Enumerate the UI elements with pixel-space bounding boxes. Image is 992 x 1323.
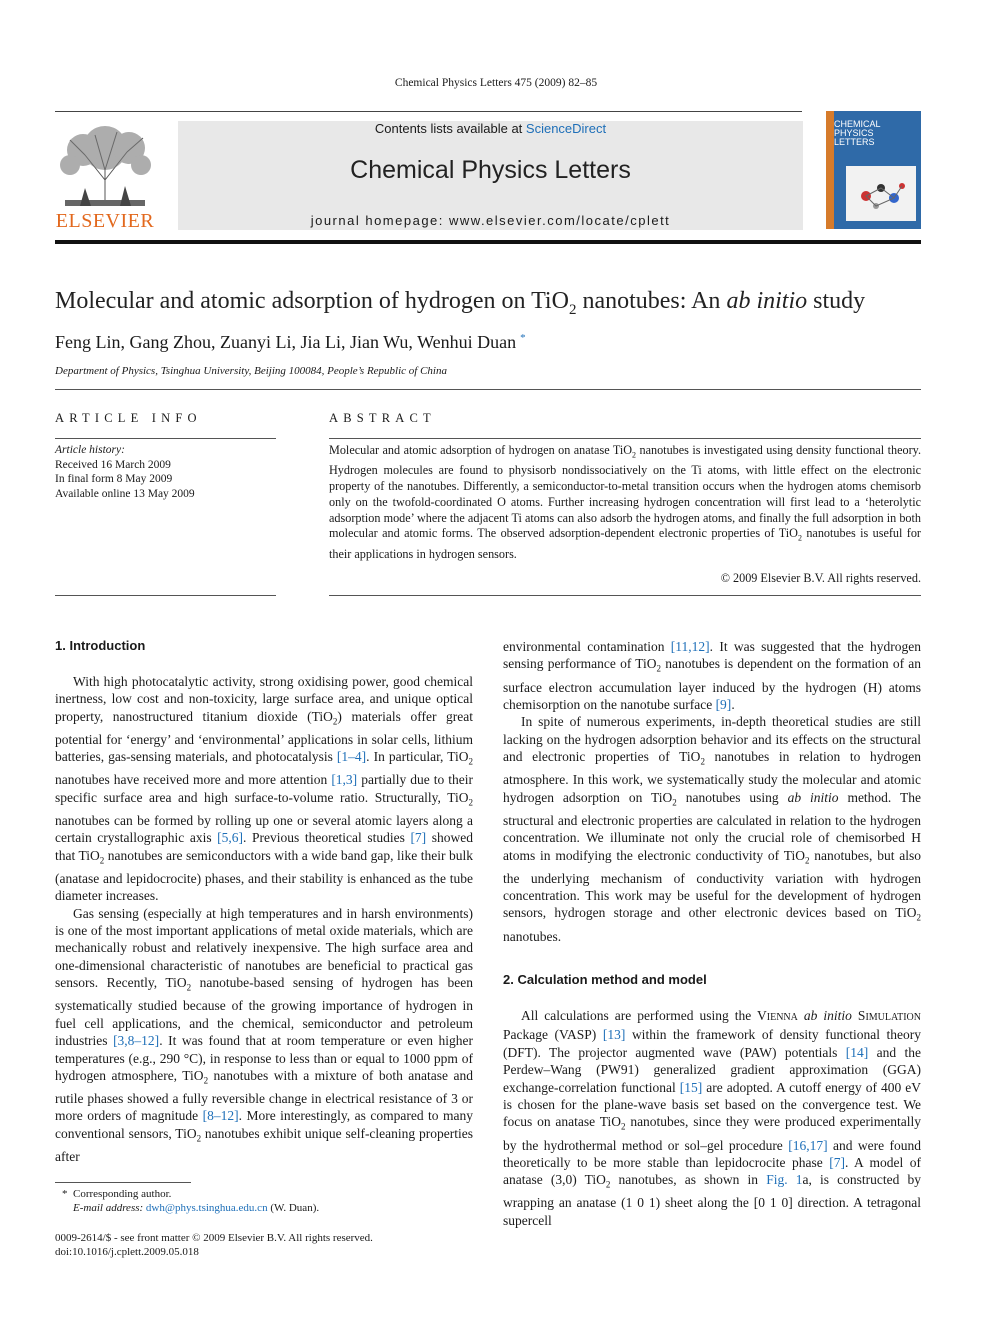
method-column: All calculations are performed using the VIENNA ab initio SIMULATION Package (VASP) [13] within the framework of density functional theory (DFT). The projector augmented wave (PAW) potentials [14] and the Perdew–Wang (PW91) generalized gradient approximation (GGA) exchange-correlation functional [15] are adopted. A cutoff energy of 400 eV is chosen for the plane-wave basis set based on the convergence test. We focus on anatase TiO$_2$ nanotubes, since they were produced experimentally by the hydrothermal method or sol–gel procedure [16,17] and were found theoretically to be more stable than lepidocrocite phase [7]. A model of anatase (3,0) TiO$_2$ nanotubes, as shown in Fig. 1a, is constructed by wrapping an anatase (1 0 1) sheet along the [0 1 0] direction. A tetragonal supercell xyxy=(503,1008,922,1228)
article-info-rule xyxy=(55,438,276,439)
email-suffix: (W. Duan). xyxy=(267,1202,320,1214)
title-subscript: 2 xyxy=(568,301,577,318)
article-title xyxy=(55,288,955,319)
footnote-mark: * xyxy=(62,1188,68,1200)
sciencedirect-link[interactable]: ScienceDirect xyxy=(525,121,607,136)
title-part: Molecular and atomic adsorption of hydrogen on TiO xyxy=(55,288,569,314)
header-thick-rule xyxy=(55,240,921,244)
intro-column-left: With high photocatalytic activity, strong oxidising power, good chemical inertness, low cost and non-toxicity, large surface area, and unique optical property, nanostructured titanium dioxide (TiO$_2$) materials offer great potential for ‘energy’ and ‘environmental’ applications in solar cells, lithium batteries, gas-sensing materials, and photocatalysis [1–4]. In particular, TiO$_2$ nanotubes have received more and more attention [1,3] partially due to their specific surface area and high surface-to-volume ratio. Structurally, TiO$_2$ nanotubes can be formed by rolling up one or several atomic layers along a certain crystallographic axis [5,6]. Previous theoretical studies [7] showed that TiO$_2$ nanotubes are semiconductors with a wide band gap, like their bulk (anatase and lepidocrocite) phases, and their stability is enhanced as the tube diameter increases. Gas sensing (especially at high temperatures and in harsh environments) is one of the most important applications of metal oxide materials, which are mechanically robust and relatively inexpensive. The high surface area and one-dimensional characteristic of nanotubes are beneficial to practical gas sensors. Recently, TiO$_2$ nanotube-based sensing of hydrogen has been systematically studied because of the growing importance of hydrogen in fuel cell applications, and the chemical, semiconductor and petroleum industries [3,8–12]. It was found that at room temperature or even higher temperatures (e.g., 290 °C), in response to less than or equal to 1000 ppm of hydrogen atmosphere, TiO$_2$ nanotubes with a mixture of both anatase and rutile phases showed a fully reversible change in electrical resistance of 3 or more orders of magnitude [8–12]. More interestingly, as compared to many conventional sensors, TiO$_2$ nanotubes exhibit unique self-cleaning properties after xyxy=(55,674,474,1164)
intro-column-right: environmental contamination [11,12]. It was suggested that the hydrogen sensing performance of TiO$_2$ nanotubes is dependent on the formation of an surface electron accumulation layer induced by the hydrogen (H) atoms chemisorption on the nanotube surface [9]. In spite of numerous experiments, in-depth theoretical studies are still lacking on the hydrogen adsorption behavior and its effects on the structural and electronic properties of TiO$_2$ nanotubes in relation to hydrogen atmosphere. In this work, we systematically study the molecular and atomic hydrogen adsorption on TiO$_2$ nanotubes using ab initio method. The structural and electronic properties are calculated in relation to the hydrogen concentration. We illuminate not only the crucial role of chemisorbed H atoms in modifying the electronic conductivity of TiO$_2$ nanotubes, but also the underlying mechanism of conductivity variation with hydrogen concentration. This work may be useful for the development of hydrogen sensors, hydrogen storage and other electronic devices based on TiO$_2$ nanotubes. xyxy=(503,639,921,944)
history-final-form: In final form 8 May 2009 xyxy=(55,473,173,485)
email-link[interactable]: dwh@phys.tsinghua.edu.cn xyxy=(145,1202,268,1214)
title-part: nanotubes: An xyxy=(576,288,727,314)
article-info-heading: ARTICLE INFO xyxy=(55,411,202,425)
cover-title-line: CHEMICAL xyxy=(834,119,881,129)
footnote-rule xyxy=(55,1182,191,1183)
history-label: Article history: xyxy=(55,444,125,456)
abstract-copyright: © 2009 Elsevier B.V. All rights reserved. xyxy=(720,571,921,585)
cover-stripe xyxy=(826,111,834,229)
email-label: E-mail address: xyxy=(73,1202,144,1214)
abstract-rule xyxy=(329,438,921,439)
footnote-corresponding xyxy=(62,1187,171,1201)
abstract-text: Molecular and atomic adsorption of hydrogen on anatase TiO$_2$ nanotubes is investigated using density functional theory. Hydrogen molecules are found to physisorb nondissociatively on the Ti atoms, with little effect on the electronic property of the nanotubes. Differently, a semiconductor-to-metal transition occurs when the hydrogen atoms chemisorb only on the twofold-coordinated O atoms. Further increasing hydrogen concentration will first lead to a ‘heterolytic adsorption mode’ where the adjacent Ti atoms can also adsorb the hydrogen atoms, and finally the full adsorption in both molecular and atomic forms. The observed adsorption-dependent electronic properties of TiO$_2$ nanotubes is useful for their applications in hydrogen sensors. xyxy=(329,443,921,561)
journal-cover xyxy=(826,111,921,229)
journal-reference: Chemical Physics Letters 475 (2009) 82–85 xyxy=(394,77,598,89)
abstract-heading: ABSTRACT xyxy=(329,411,436,425)
header-rule xyxy=(55,111,802,112)
contents-line xyxy=(178,121,803,136)
history-received: Received 16 March 2009 xyxy=(55,458,171,471)
article-info-bottom-rule xyxy=(55,595,276,596)
contents-prefix: Contents lists available at xyxy=(374,121,526,136)
method-heading: 2. Calculation method and model xyxy=(503,972,707,987)
history-online: Available online 13 May 2009 xyxy=(55,487,195,500)
cover-title-line: PHYSICS xyxy=(834,128,874,138)
author-list xyxy=(55,332,526,353)
doi-line[interactable]: doi:10.1016/j.cplett.2009.05.018 xyxy=(55,1246,199,1258)
journal-homepage[interactable]: journal homepage: www.elsevier.com/locate/cplett xyxy=(310,213,671,228)
cover-title-line: LETTERS xyxy=(834,137,875,147)
elsevier-wordmark: ELSEVIER xyxy=(55,210,155,232)
footnote-email xyxy=(73,1201,319,1215)
issn-line: 0009-2614/$ - see front matter © 2009 Elsevier B.V. All rights reserved. xyxy=(55,1232,373,1244)
corresponding-author-mark[interactable]: * xyxy=(520,332,526,344)
authors-text: Feng Lin, Gang Zhou, Zuanyi Li, Jia Li, Jian Wu, Wenhui Duan xyxy=(55,332,517,352)
abstract-bottom-rule xyxy=(329,595,921,596)
corresponding-label: Corresponding author. xyxy=(73,1188,172,1200)
title-italic: ab initio xyxy=(726,288,808,314)
journal-title: Chemical Physics Letters xyxy=(350,156,631,184)
article-history xyxy=(55,443,195,501)
title-part: study xyxy=(807,288,866,314)
cover-molecule-icon xyxy=(846,166,916,221)
affiliation-rule xyxy=(55,389,921,390)
cover-title xyxy=(834,120,914,147)
affiliation: Department of Physics, Tsinghua University, Beijing 100084, People’s Republic of China xyxy=(55,365,447,377)
intro-heading: 1. Introduction xyxy=(55,638,146,653)
